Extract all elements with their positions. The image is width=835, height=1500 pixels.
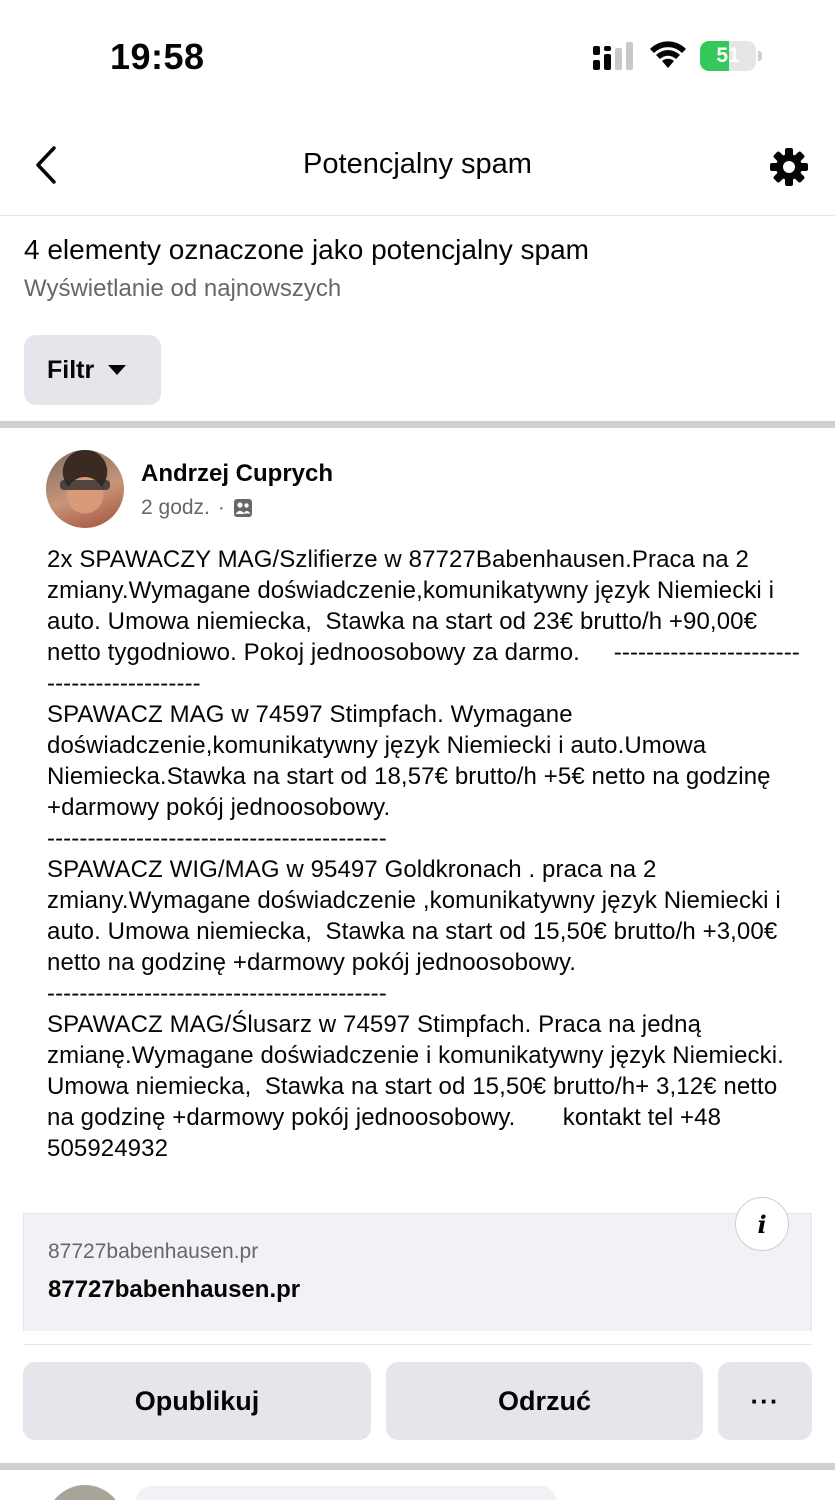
page-title: Potencjalny spam: [303, 148, 532, 180]
link-domain: 87727babenhausen.pr: [48, 1240, 259, 1263]
sort-order-label: Wyświetlanie od najnowszych: [24, 275, 342, 302]
publish-button[interactable]: Opublikuj: [23, 1362, 371, 1440]
cellular-signal-icon: [592, 42, 636, 72]
summary-title: 4 elementy oznaczone jako potencjalny spam: [24, 234, 590, 265]
author-name[interactable]: Andrzej Cuprych: [141, 460, 334, 487]
author-avatar[interactable]: [46, 450, 124, 528]
link-preview-card[interactable]: [23, 1213, 812, 1331]
battery-indicator: [700, 41, 762, 71]
status-time: 19:58: [110, 36, 205, 77]
avatar-glasses: [60, 480, 110, 490]
battery-level: 51: [716, 44, 740, 67]
chevron-left-icon: [33, 145, 59, 185]
filter-label: Filtr: [47, 355, 95, 384]
filter-button[interactable]: [24, 335, 161, 405]
info-icon[interactable]: i: [735, 1197, 789, 1251]
settings-button[interactable]: [764, 142, 814, 192]
battery-cap: [758, 51, 762, 61]
section-divider: [0, 1463, 835, 1470]
reject-button[interactable]: Odrzuć: [386, 1362, 703, 1440]
nav-bar: [0, 120, 835, 216]
section-divider: [0, 421, 835, 428]
gear-icon: [769, 147, 809, 187]
group-members-icon: [233, 498, 253, 518]
back-button[interactable]: [24, 140, 68, 190]
post-time[interactable]: 2 godz.: [141, 496, 210, 519]
post-text: 2x SPAWACZY MAG/Szlifierze w 87727Babenhausen.Praca na 2 zmiany.Wymagane doświadczenie,komunikatywny język Niemiecki i auto. Umowa niemiecka, Stawka na start od 23€ brutto/h +90,00€ netto tygodniowo. Pokoj jednoosobowy za darmo. ------------------------------------------ SPAWACZ MAG w 74597 Stimpfach. Wymagane doświadczenie,komunikatywny język Niemiecki i auto.Umowa Niemiecka.Stawka na start od 18,57€ brutto/h +5€ netto na godzinę +darmowy pokój jednoosobowy. ------------------------------------------ SPAWACZ WIG/MAG w 95497 Goldkronach . praca na 2 zmiany.Wymagane doświadczenie ,komunikatywny język Niemiecki i auto. Umowa niemiecka, Stawka na start od 15,50€ brutto/h +3,00€ netto na godzinę +darmowy pokój jednoosobowy. ------------------------------------------ SPAWACZ MAG/Ślusarz w 74597 Stimpfach. Praca na jedną zmianę.Wymagane doświadczenie i komunikatywny język Niemiecki. Umowa niemiecka, Stawka na start od 15,50€ brutto/h+ 3,12€ netto na godzinę +darmowy pokój jednoosobowy. kontakt tel +48 505924932: [47, 546, 800, 1162]
meta-separator: ·: [217, 496, 225, 519]
actions-divider: [23, 1344, 812, 1345]
link-title: 87727babenhausen.pr: [48, 1276, 301, 1303]
caret-down-icon: [108, 365, 126, 375]
next-post-placeholder: [136, 1486, 556, 1500]
more-options-button[interactable]: ···: [718, 1362, 812, 1440]
wifi-icon: [648, 38, 688, 70]
next-post-avatar[interactable]: [46, 1485, 124, 1500]
post-meta: [141, 496, 253, 520]
spam-summary: [24, 232, 814, 304]
status-bar: [0, 0, 835, 110]
